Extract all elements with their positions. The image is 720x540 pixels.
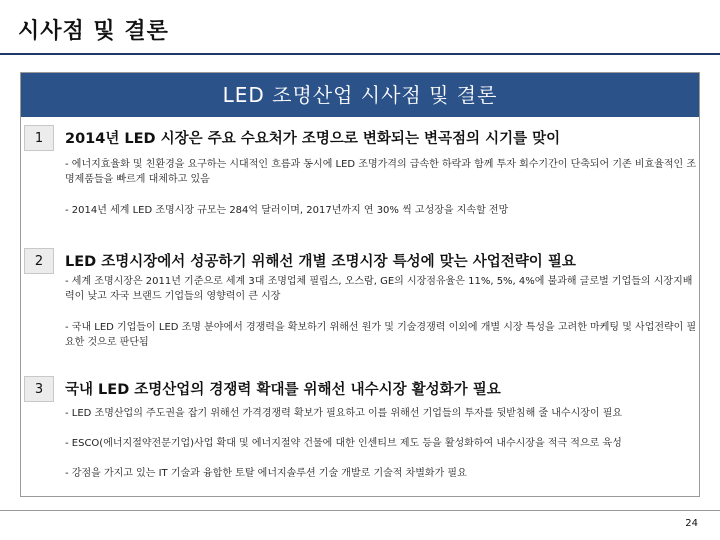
bullet-text: - 에너지효율화 및 친환경을 요구하는 시대적인 흐름과 동시에 LED 조명가격의 급속한 하락과 함께 투자 회수기간이 단축되어 기존 비효율적인 조명제품들을 빠르게 대체하고 있음	[65, 159, 697, 185]
bullet-text: - 2014년 세계 LED 조명시장 규모는 284억 달러이며, 2017년까지 연 30% 씩 고성장을 지속할 전망	[65, 205, 509, 216]
bullet-text: - 국내 LED 기업들이 LED 조명 분야에서 경쟁력을 확보하기 위해선 원가 및 기술경쟁력 이외에 개별 시장 특성을 고려한 마케팅 및 사업전략이 필요한 것으로 판단됨	[65, 322, 697, 348]
section-number: 3	[24, 376, 54, 402]
footer-divider	[0, 510, 720, 511]
page-title: 시사점 및 결론	[18, 19, 169, 44]
title-divider	[0, 53, 720, 55]
banner-title: LED 조명산업 시사점 및 결론	[21, 73, 699, 117]
bullet-text: - LED 조명산업의 주도권을 잡기 위해선 가격경쟁력 확보가 필요하고 이를 위해선 기업들의 투자를 뒷받침해 줄 내수시장이 필요	[65, 408, 623, 419]
conclusion-panel	[20, 72, 700, 497]
bullet-text: - ESCO(에너지절약전문기업)사업 확대 및 에너지절약 건물에 대한 인센티브 제도 등을 활성화하여 내수시장을 적극 적으로 육성	[65, 438, 622, 449]
bullet-text: - 세계 조명시장은 2011년 기준으로 세계 3대 조명업체 필립스, 오스람, GE의 시장점유율은 11%, 5%, 4%에 불과해 글로벌 기업들의 시장지배력이 낮고 자국 브랜드 기업들의 영향력이 큰 시장	[65, 276, 693, 302]
section-heading: 국내 LED 조명산업의 경쟁력 확대를 위해선 내수시장 활성화가 필요	[65, 382, 501, 398]
page-number: 24	[685, 518, 698, 529]
section-heading: LED 조명시장에서 성공하기 위해선 개별 조명시장 특성에 맞는 사업전략이 필요	[65, 254, 576, 270]
bullet-text: - 강점을 가지고 있는 IT 기술과 융합한 토탈 에너지솔루션 기술 개발로 기술적 차별화가 필요	[65, 468, 467, 479]
section-number: 2	[24, 248, 54, 274]
section-number: 1	[24, 125, 54, 151]
section-heading: 2014년 LED 시장은 주요 수요처가 조명으로 변화되는 변곡점의 시기를 맞이	[65, 131, 561, 147]
